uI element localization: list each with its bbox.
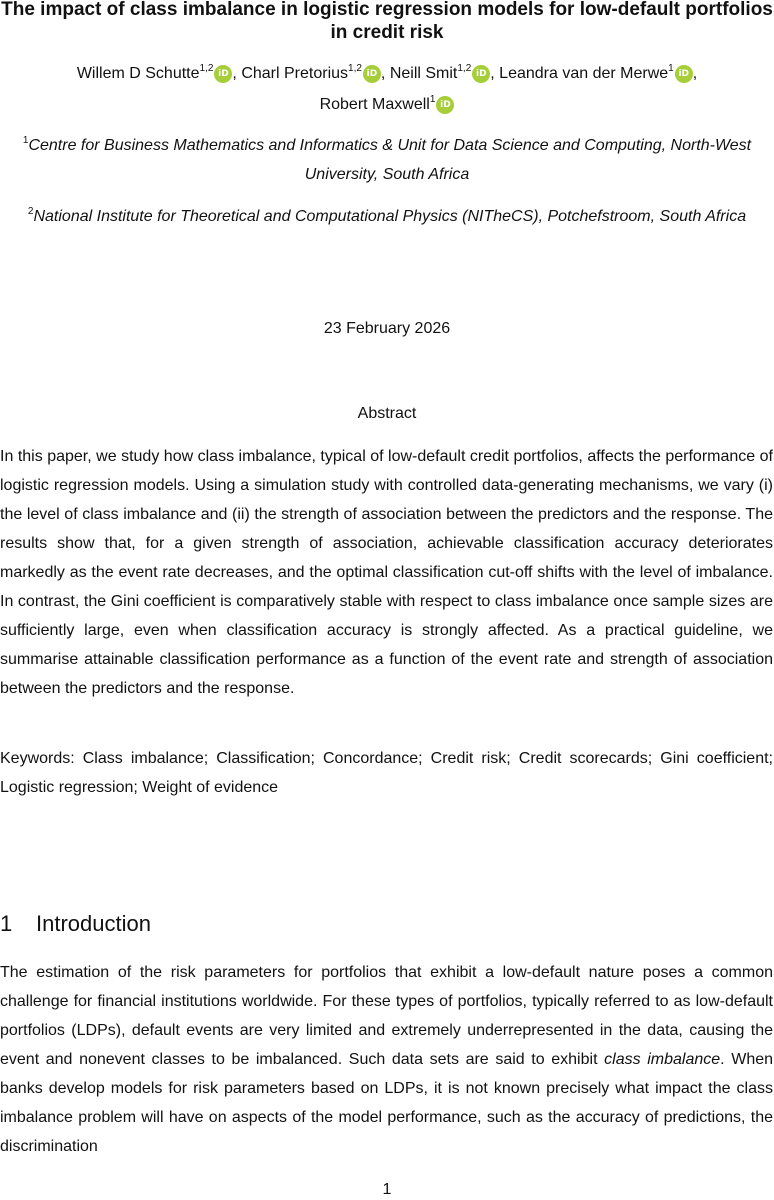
introduction-text	[0, 958, 773, 1161]
orcid-icon[interactable]: iD	[675, 65, 693, 83]
author	[241, 65, 390, 82]
keywords: Keywords: Class imbalance; Classification; Concordance; Credit risk; Credit scorecards; Gini coefficient; Logistic regression; Weight of evidence	[0, 750, 773, 796]
affiliation-number: 2	[27, 206, 34, 217]
author-name: Willem D Schutte	[76, 65, 200, 82]
section-heading-introduction	[0, 908, 774, 940]
author	[320, 96, 455, 113]
publication-date: 23 February 2026	[323, 320, 451, 337]
author-separator: ,	[692, 65, 698, 82]
introduction-text-part: . When banks develop models for risk parameters based on LDPs, it is not known precisely what impact the class imbalance problem will have on aspects of the model performance, such as the accuracy of predictions, the discrimination	[0, 1051, 774, 1155]
author-name: Neill Smit	[389, 65, 458, 82]
author-name: Charl Pretorius	[241, 65, 349, 82]
author-separator: ,	[490, 65, 500, 82]
affiliation-number: 1	[22, 135, 29, 146]
affiliation-text: National Institute for Theoretical and Computational Physics (NITheCS), Potchefstroom, South Africa	[33, 208, 747, 225]
author	[499, 65, 697, 82]
orcid-icon[interactable]: iD	[472, 65, 490, 83]
introduction-emphasis: class imbalance	[604, 1051, 721, 1068]
author-list	[20, 58, 754, 120]
author-affiliation-marker: 1	[668, 63, 674, 74]
section-title: Introduction	[36, 911, 151, 936]
author	[77, 65, 242, 82]
affiliation-text: Centre for Business Mathematics and Informatics & Unit for Data Science and Computing, North-West University, South Africa	[28, 137, 752, 183]
section-number: 1	[0, 911, 13, 936]
author	[390, 65, 499, 82]
author-name: Leandra van der Merwe	[499, 65, 669, 82]
introduction-text-part: The estimation of the risk parameters for portfolios that exhibit a low-default nature poses a common challenge for financial institutions worldwide. For these types of portfolios, typically referred to as low-default portfolios (LDPs), default events are very limited and extremely underrepresented in the data, causing the event and nonevent classes to be imbalanced. Such data sets are said to exhibit	[0, 964, 773, 1068]
author-affiliation-marker: 1,2	[348, 63, 362, 74]
author-affiliation-marker: 1	[429, 94, 436, 105]
affiliation	[10, 131, 764, 189]
orcid-icon[interactable]: iD	[363, 65, 381, 83]
author-affiliation-marker: 1,2	[457, 63, 472, 74]
author-separator: ,	[232, 65, 242, 82]
abstract-heading: Abstract	[357, 405, 417, 422]
affiliation	[10, 202, 764, 231]
orcid-icon[interactable]: iD	[436, 96, 454, 114]
orcid-icon[interactable]: iD	[214, 65, 232, 83]
abstract-text: In this paper, we study how class imbalance, typical of low-default credit portfolios, affects the performance of logistic regression models. Using a simulation study with controlled data-generating mechanisms, we vary (i) the level of class imbalance and (ii) the strength of association between the predictors and the response. The results show that, for a given strength of association, achievable classification accuracy deteriorates markedly as the event rate decreases, and the optimal classification cut-off shifts with the level of imbalance. In contrast, the Gini coefficient is comparatively stable with respect to class imbalance once sample sizes are sufficiently large, even when classification accuracy is strongly affected. As a practical guideline, we summarise attainable classification performance as a function of the event rate and strength of association between the predictors and the response.	[0, 448, 773, 697]
author-affiliation-marker: 1,2	[199, 63, 214, 74]
author-separator: ,	[380, 65, 390, 82]
author-name: Robert Maxwell	[319, 96, 430, 113]
paper-title: The impact of class imbalance in logistic regression models for low-default portfolios in credit risk	[1, 0, 773, 43]
page-number: 1	[382, 1181, 392, 1198]
